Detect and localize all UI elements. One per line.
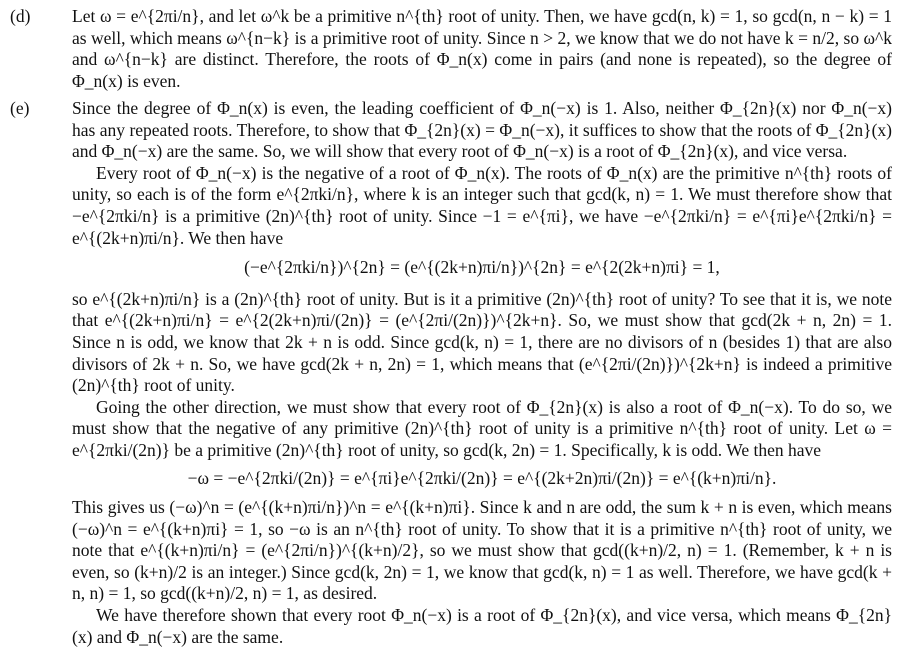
part-e — [0, 98, 914, 648]
display-equation-1: (−e^{2πki/n})^{2n} = (e^{(2k+n)πi/n})^{2n} = e^{2(2k+n)πi} = 1, — [244, 257, 720, 278]
part-d-text: Let ω = e^{2πi/n}, and let ω^k be a primitive n^{th} root of unity. Then, we have gcd(n, k) = 1, so gcd(n, n − k) = 1 as well, which means ω^{n−k} is a primitive root of unity. Since n > 2, we know that we do not have k = n/2, so ω^k and ω^{n−k} are distinct. Therefore, the roots of Φ_n(x) come in pairs (and none is repeated), so the degree of Φ_n(x) is even. — [72, 6, 892, 91]
part-e-paragraph-3: so e^{(2k+n)πi/n} is a (2n)^{th} root of unity. But is it a primitive (2n)^{th} root of unity? To see that it is, we note that e^{(2k+n)πi/n} = e^{2(2k+n)πi/(2n)} = (e^{2πi/(2n)})^{2k+n}. So, we must show that gcd(2k + n, 2n) = 1. Since n is odd, we know that 2k + n is odd. Since gcd(k, n) = 1, there are no divisors of n (besides 1) that are also divisors of 2k + n. So, we have gcd(2k + n, 2n) = 1, which means that (e^{2πi/(2n)})^{2k+n} is indeed a primitive (2n)^{th} root of unity. — [72, 288, 892, 396]
part-d — [0, 6, 914, 92]
part-e-label: (e) — [10, 98, 30, 118]
part-d-label: (d) — [10, 6, 31, 26]
part-e-paragraph-1: Since the degree of Φ_n(x) is even, the leading coefficient of Φ_n(−x) is 1. Also, neither Φ_{2n}(x) nor Φ_n(−x) has any repeated roots. Therefore, to show that Φ_{2n}(x) = Φ_n(−x), it suffices to show that the roots of Φ_{2n}(x) and Φ_n(−x) are the same. So, we will show that every root of Φ_n(−x) is a root of Φ_{2n}(x), and vice versa. — [72, 98, 892, 162]
display-equation-2: −ω = −e^{2πki/(2n)} = e^{πi}e^{2πki/(2n)} = e^{(2k+2n)πi/(2n)} = e^{(k+n)πi/n}. — [187, 467, 777, 488]
part-e-paragraph-4: Going the other direction, we must show that every root of Φ_{2n}(x) is also a root of Φ_n(−x). To do so, we must show that the negative of any primitive (2n)^{th} root of unity is a primitive n^{th} root of unity. Let ω = e^{2πki/(2n)} be a primitive (2n)^{th} root of unity, so gcd(k, 2n) = 1. Specifically, k is odd. We then have — [72, 396, 892, 460]
part-e-paragraph-6: We have therefore shown that every root Φ_n(−x) is a root of Φ_{2n}(x), and vice versa, which means Φ_{2n}(x) and Φ_n(−x) are the same. — [72, 605, 892, 647]
part-e-paragraph-5: This gives us (−ω)^n = (e^{(k+n)πi/n})^n = e^{(k+n)πi}. Since k and n are odd, the sum k + n is even, which means (−ω)^n = e^{(k+n)πi} = 1, so −ω is an n^{th} root of unity. To show that it is a primitive n^{th} root of unity, we note that e^{(k+n)πi/n} = (e^{2πi/n})^{(k+n)/2}, so we must show that gcd((k+n)/2, n) = 1. (Remember, k + n is even, so (k+n)/2 is an integer.) Since gcd(k, 2n) = 1, we know that gcd(k, n) = 1 as well. Therefore, we have gcd(k + n, n) = 1, so gcd((k+n)/2, n) = 1, as desired. — [72, 497, 892, 604]
part-e-paragraph-2: Every root of Φ_n(−x) is the negative of a root of Φ_n(x). The roots of Φ_n(x) are the primitive n^{th} roots of unity, so each is of the form e^{2πki/n}, where k is an integer such that gcd(k, n) = 1. We must therefore show that −e^{2πki/n} is a primitive (2n)^{th} root of unity. Since −1 = e^{πi}, we have −e^{2πki/n} = e^{πi}e^{2πki/n} = e^{(2k+n)πi/n}. We then have — [72, 162, 892, 248]
